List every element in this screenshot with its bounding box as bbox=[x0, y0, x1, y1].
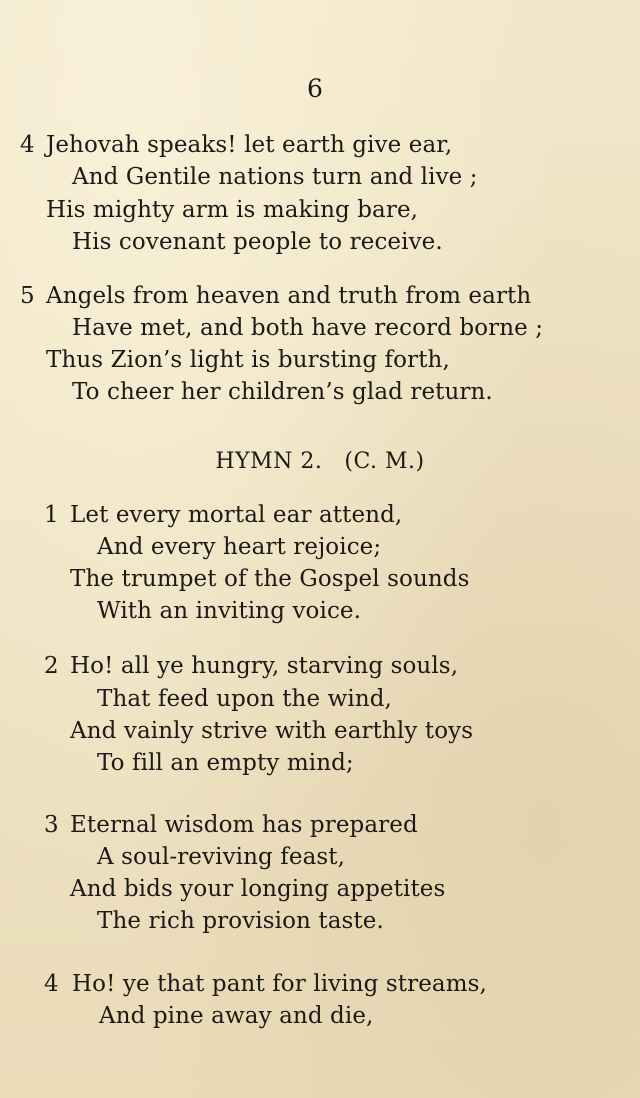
hymn-title: HYMN 2. bbox=[215, 449, 323, 474]
verse-line: And bids your longing appetites bbox=[70, 876, 446, 902]
verse-line: The trumpet of the Gospel sounds bbox=[70, 566, 470, 592]
verse-line: His mighty arm is making bare, bbox=[46, 197, 419, 223]
hymn-meter: (C. M.) bbox=[344, 449, 425, 474]
hymn-heading bbox=[0, 447, 640, 477]
stanza-number: 3 bbox=[44, 812, 59, 838]
verse-line: Eternal wisdom has prepared bbox=[70, 812, 418, 838]
verse-line: That feed upon the wind, bbox=[97, 686, 392, 712]
verse-line: And pine away and die, bbox=[99, 1003, 374, 1029]
verse-line: Angels from heaven and truth from earth bbox=[46, 283, 532, 309]
verse-line: Let every mortal ear attend, bbox=[70, 502, 403, 528]
verse-line: With an inviting voice. bbox=[97, 598, 362, 624]
verse-line: To fill an empty mind; bbox=[97, 750, 354, 776]
verse-line: Thus Zion’s light is bursting forth, bbox=[46, 347, 450, 373]
stanza-number: 1 bbox=[44, 502, 59, 528]
verse-line: To cheer her children’s glad return. bbox=[72, 379, 493, 405]
stanza-number: 2 bbox=[44, 653, 59, 679]
verse-line: And Gentile nations turn and live ; bbox=[72, 164, 478, 190]
verse-line: A soul-reviving feast, bbox=[97, 844, 346, 870]
verse-line: And vainly strive with earthly toys bbox=[70, 718, 474, 744]
verse-line: His covenant people to receive. bbox=[72, 229, 443, 255]
page-number: 6 bbox=[307, 74, 323, 103]
verse-line: Ho! all ye hungry, starving souls, bbox=[70, 653, 459, 679]
verse-line: Have met, and both have record borne ; bbox=[72, 315, 544, 341]
verse-line: Ho! ye that pant for living streams, bbox=[72, 971, 487, 997]
verse-line: And every heart rejoice; bbox=[97, 534, 382, 560]
verse-line: The rich provision taste. bbox=[97, 908, 384, 934]
stanza-number: 5 bbox=[20, 283, 35, 309]
verse-line: Jehovah speaks! let earth give ear, bbox=[46, 132, 453, 158]
stanza-number: 4 bbox=[44, 971, 59, 997]
stanza-number: 4 bbox=[20, 132, 35, 158]
